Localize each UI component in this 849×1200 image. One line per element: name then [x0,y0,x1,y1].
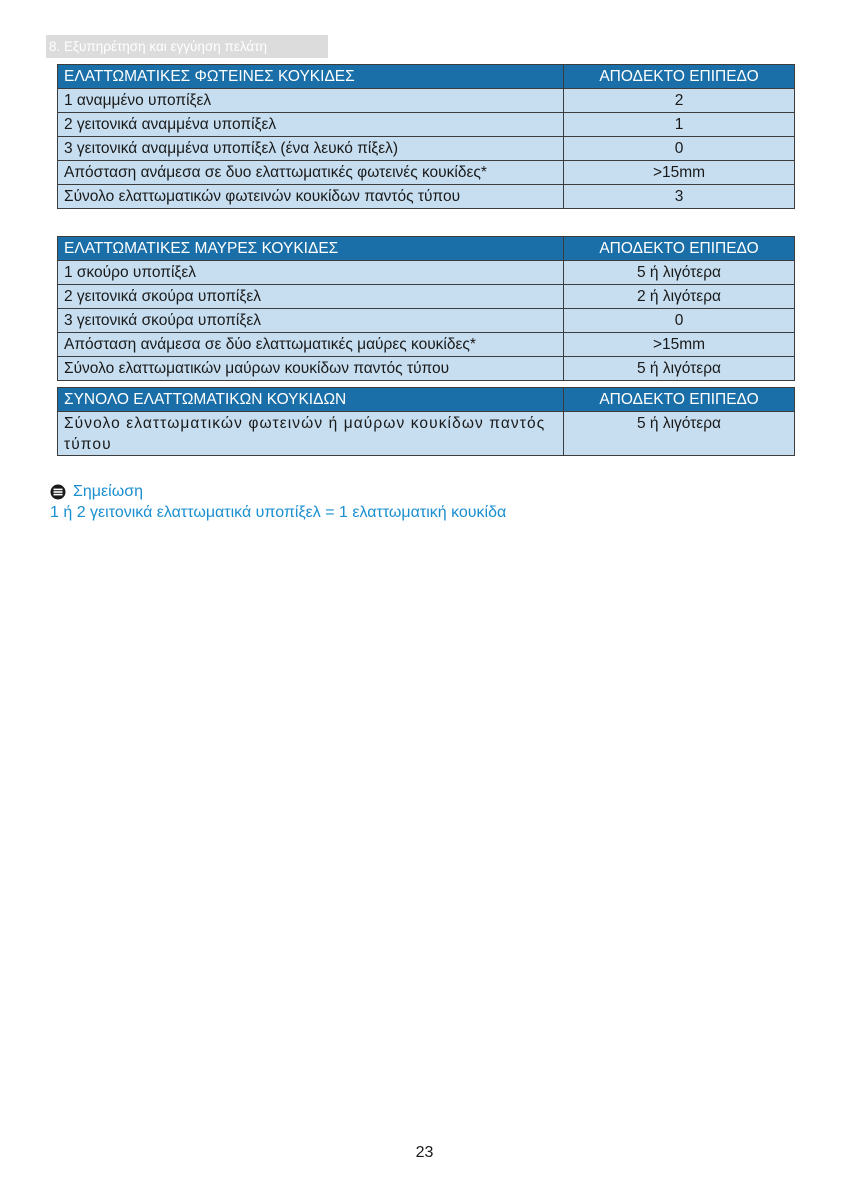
dark-dots-table [57,236,795,381]
table-header-row [58,65,795,89]
table-cell-value: 0 [564,309,795,333]
table-row [58,185,795,209]
note-icon [50,484,66,500]
table-cell-value: 3 [564,185,795,209]
table-row [58,285,795,309]
table-cell-label: 1 αναμμένο υποπίξελ [58,89,564,113]
bright-dots-table [57,64,795,209]
table-row [58,261,795,285]
table-header-row [58,388,795,412]
table-header-row [58,237,795,261]
table-header-cell: ΕΛΑΤΤΩΜΑΤΙΚΕΣ ΦΩΤΕΙΝΕΣ ΚΟΥΚΙΔΕΣ [58,65,564,89]
table-cell-value: 5 ή λιγότερα [564,412,795,456]
section-header-tab: 8. Εξυπηρέτηση και εγγύηση πελάτη [46,35,328,58]
table-cell-label: 2 γειτονικά σκούρα υποπίξελ [58,285,564,309]
table-cell-label: 2 γειτονικά αναμμένα υποπίξελ [58,113,564,137]
table-cell-value: 1 [564,113,795,137]
table-row [58,333,795,357]
table-cell-label: Σύνολο ελαττωματικών μαύρων κουκίδων παντός τύπου [58,357,564,381]
note-heading [50,481,506,502]
table-cell-value: >15mm [564,333,795,357]
table-header-cell: ΑΠΟΔΕΚΤΟ ΕΠΙΠΕΔΟ [564,237,795,261]
total-dots-table [57,387,795,456]
table-row [58,161,795,185]
table-header-cell: ΣΥΝΟΛΟ ΕΛΑΤΤΩΜΑΤΙΚΩΝ ΚΟΥΚΙΔΩΝ [58,388,564,412]
table-cell-label: Απόσταση ανάμεσα σε δύο ελαττωματικές μαύρες κουκίδες* [58,333,564,357]
table-cell-value: >15mm [564,161,795,185]
table-cell-value: 0 [564,137,795,161]
table-row [58,137,795,161]
table-cell-label: 3 γειτονικά σκούρα υποπίξελ [58,309,564,333]
table-cell-label: 1 σκούρο υποπίξελ [58,261,564,285]
table-cell-label: Απόσταση ανάμεσα σε δυο ελαττωματικές φωτεινές κουκίδες* [58,161,564,185]
table-row [58,309,795,333]
page-number: 23 [415,1144,434,1161]
note-block [50,481,506,523]
table-row [58,357,795,381]
table-cell-label: Σύνολο ελαττωματικών φωτεινών κουκίδων παντός τύπου [58,185,564,209]
note-title: Σημείωση [73,483,143,500]
table-cell-value: 2 ή λιγότερα [564,285,795,309]
table-cell-label: 3 γειτονικά αναμμένα υποπίξελ (ένα λευκό πίξελ) [58,137,564,161]
table-cell-value: 5 ή λιγότερα [564,261,795,285]
table-header-cell: ΑΠΟΔΕΚΤΟ ΕΠΙΠΕΔΟ [564,388,795,412]
table-row [58,89,795,113]
table-cell-value: 2 [564,89,795,113]
table-row [58,412,795,456]
table-header-cell: ΑΠΟΔΕΚΤΟ ΕΠΙΠΕΔΟ [564,65,795,89]
table-cell-label: Σύνολο ελαττωματικών φωτεινών ή μαύρων κουκίδων παντός τύπου [58,412,564,456]
note-text: 1 ή 2 γειτονικά ελαττωματικά υποπίξελ = 1 ελαττωματική κουκίδα [50,504,507,521]
table-cell-value: 5 ή λιγότερα [564,357,795,381]
table-header-cell: ΕΛΑΤΤΩΜΑΤΙΚΕΣ ΜΑΥΡΕΣ ΚΟΥΚΙΔΕΣ [58,237,564,261]
table-row [58,113,795,137]
